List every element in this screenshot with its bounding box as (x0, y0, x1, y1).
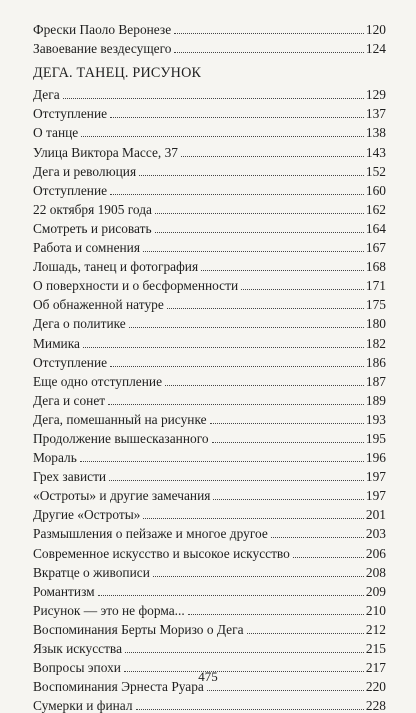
toc-entry-title: Дега и революция (33, 163, 137, 179)
toc-entry-title: Смотреть и рисовать (33, 220, 152, 236)
toc-entry-page: 124 (365, 41, 386, 57)
toc-entry-page: 171 (365, 278, 386, 294)
toc-entry-title: Сумерки и финал (33, 698, 133, 713)
dot-leader (129, 327, 364, 328)
toc-entry (33, 694, 386, 713)
toc-entry (33, 293, 386, 312)
toc-entry (33, 102, 386, 121)
dot-leader (81, 136, 364, 137)
toc-entry (33, 179, 386, 198)
toc-entry-title: Отступление (33, 354, 108, 370)
toc-entry-title: Вопросы эпохи (33, 660, 121, 676)
toc-entry-title: Мораль (33, 450, 77, 466)
toc-entry-title: Фрески Паоло Веронезе (33, 22, 172, 38)
toc-entry-title: Работа и сомнения (33, 240, 141, 256)
dot-leader (155, 232, 364, 233)
toc-entry-page: 201 (365, 507, 386, 523)
toc-entry-page: 196 (365, 450, 386, 466)
dot-leader (153, 576, 364, 577)
toc-entry (33, 140, 386, 159)
toc-entry (33, 522, 386, 541)
toc-intro-list (33, 18, 386, 56)
dot-leader (143, 251, 364, 252)
dot-leader (63, 98, 364, 99)
dot-leader (125, 652, 364, 653)
toc-entry-title: Современное искусство и высокое искусство (33, 545, 290, 561)
dot-leader (165, 385, 364, 386)
dot-leader (155, 213, 364, 214)
dot-leader (201, 270, 364, 271)
toc-entry-page: 203 (365, 526, 386, 542)
toc-entry-page: 168 (365, 259, 386, 275)
dot-leader (109, 480, 364, 481)
toc-entry-title: Еще одно отступление (33, 373, 163, 389)
dot-leader (247, 633, 364, 634)
toc-entry-title: Вкратце о живописи (33, 564, 150, 580)
toc-entry-title: О поверхности и о бесформенности (33, 278, 239, 294)
toc-entry-page: 129 (365, 87, 386, 103)
dot-leader (174, 52, 363, 53)
dot-leader (139, 175, 364, 176)
dot-leader (181, 156, 364, 157)
toc-entry-title: Дега о политике (33, 316, 126, 332)
toc-entry (33, 541, 386, 560)
toc-entry (33, 637, 386, 656)
toc-entry-title: Дега (33, 87, 60, 103)
dot-leader (212, 442, 364, 443)
dot-leader (210, 423, 364, 424)
toc-entry-page: 197 (365, 488, 386, 504)
toc-entry (33, 580, 386, 599)
toc-entry-page: 206 (365, 545, 386, 561)
toc-entry-title: Размышления о пейзаже и многое другое (33, 526, 268, 542)
toc-entry (33, 351, 386, 370)
toc-entry-page: 137 (365, 106, 386, 122)
toc-entry (33, 255, 386, 274)
section-heading: ДЕГА. ТАНЕЦ. РИСУНОК (33, 65, 202, 82)
toc-entry-title: О танце (33, 125, 79, 141)
toc-entry-page: 167 (365, 240, 386, 256)
toc-entry-title: Завоевание вездесущего (33, 41, 172, 57)
toc-entry-title: Грех зависти (33, 469, 107, 485)
toc-entry-title: Романтизм (33, 583, 95, 599)
toc-entry (33, 370, 386, 389)
toc-entry-title: Рисунок — это не форма... (33, 602, 185, 618)
dot-leader (174, 33, 364, 34)
toc-entry-page: 208 (365, 564, 386, 580)
dot-leader (108, 404, 364, 405)
dot-leader (271, 537, 364, 538)
toc-entry-title: Об обнаженной натуре (33, 297, 164, 313)
toc-entry-page: 189 (365, 392, 386, 408)
toc-entry (33, 121, 386, 140)
toc-entry-title: Дега, помешанный на рисунке (33, 411, 207, 427)
dot-leader (80, 461, 364, 462)
toc-entry-page: 186 (365, 354, 386, 370)
toc-entry-page: 193 (365, 411, 386, 427)
toc-entry (33, 465, 386, 484)
toc-entry-title: Воспоминания Берты Моризо о Дега (33, 621, 244, 637)
toc-entry (33, 599, 386, 618)
toc-entry-page: 212 (365, 621, 386, 637)
toc-entry-page: 180 (365, 316, 386, 332)
dot-leader (293, 557, 364, 558)
toc-entry-page: 187 (365, 373, 386, 389)
toc-entry (33, 198, 386, 217)
toc-entry (33, 561, 386, 580)
toc-entry-title: Отступление (33, 182, 108, 198)
toc-entry (33, 217, 386, 236)
toc-entry-page: 217 (365, 660, 386, 676)
toc-section-list (33, 83, 386, 713)
toc-entry-page: 152 (365, 163, 386, 179)
toc-entry (33, 18, 386, 37)
toc-entry (33, 160, 386, 179)
dot-leader (98, 595, 364, 596)
toc-entry (33, 331, 386, 350)
toc-entry (33, 427, 386, 446)
toc-entry-page: 160 (365, 182, 386, 198)
toc-entry-page: 175 (365, 297, 386, 313)
toc-entry-title: Лошадь, танец и фотография (33, 259, 199, 275)
toc-entry (33, 446, 386, 465)
toc-entry-title: Дега и сонет (33, 392, 106, 408)
toc-entry-page: 182 (365, 335, 386, 351)
toc-entry-title: Отступление (33, 106, 108, 122)
toc-entry (33, 83, 386, 102)
toc-entry (33, 37, 386, 56)
toc-entry-page: 215 (365, 641, 386, 656)
toc-entry (33, 312, 386, 331)
dot-leader (110, 194, 364, 195)
toc-entry (33, 484, 386, 503)
toc-entry-page: 209 (365, 583, 386, 599)
toc-entry (33, 389, 386, 408)
dot-leader (207, 690, 364, 691)
dot-leader (110, 366, 364, 367)
toc-entry-title: Продолжение вышесказанного (33, 430, 209, 446)
toc-entry (33, 274, 386, 293)
toc-entry-page: 220 (365, 679, 386, 695)
dot-leader (143, 518, 364, 519)
toc-entry-title: Воспоминания Эрнеста Руара (33, 679, 204, 695)
toc-entry-page: 228 (365, 698, 386, 713)
dot-leader (241, 289, 364, 290)
toc-entry-page: 138 (365, 125, 386, 141)
toc-entry-page: 195 (365, 430, 386, 446)
toc-entry-page: 210 (365, 602, 386, 618)
dot-leader (110, 117, 364, 118)
toc-entry (33, 503, 386, 522)
toc-entry-title: «Остроты» и другие замечания (33, 488, 211, 504)
dot-leader (167, 308, 364, 309)
page-number: 475 (198, 669, 218, 684)
toc-entry (33, 408, 386, 427)
toc-entry (33, 236, 386, 255)
toc-entry-title: Другие «Остроты» (33, 507, 141, 523)
toc-entry-page: 143 (365, 144, 386, 160)
dot-leader (83, 347, 364, 348)
dot-leader (136, 709, 364, 710)
toc-entry-title: Язык искусства (33, 641, 123, 656)
dot-leader (213, 499, 364, 500)
toc-entry-page: 164 (365, 220, 386, 236)
toc-entry-page: 197 (365, 469, 386, 485)
toc-entry (33, 618, 386, 637)
toc-entry-page: 120 (365, 22, 386, 38)
toc-entry-title: Улица Виктора Массе, 37 (33, 144, 178, 160)
toc-entry-title: 22 октября 1905 года (33, 201, 152, 217)
toc-entry-page: 162 (365, 201, 386, 217)
dot-leader (188, 614, 364, 615)
toc-entry-title: Мимика (33, 335, 80, 351)
